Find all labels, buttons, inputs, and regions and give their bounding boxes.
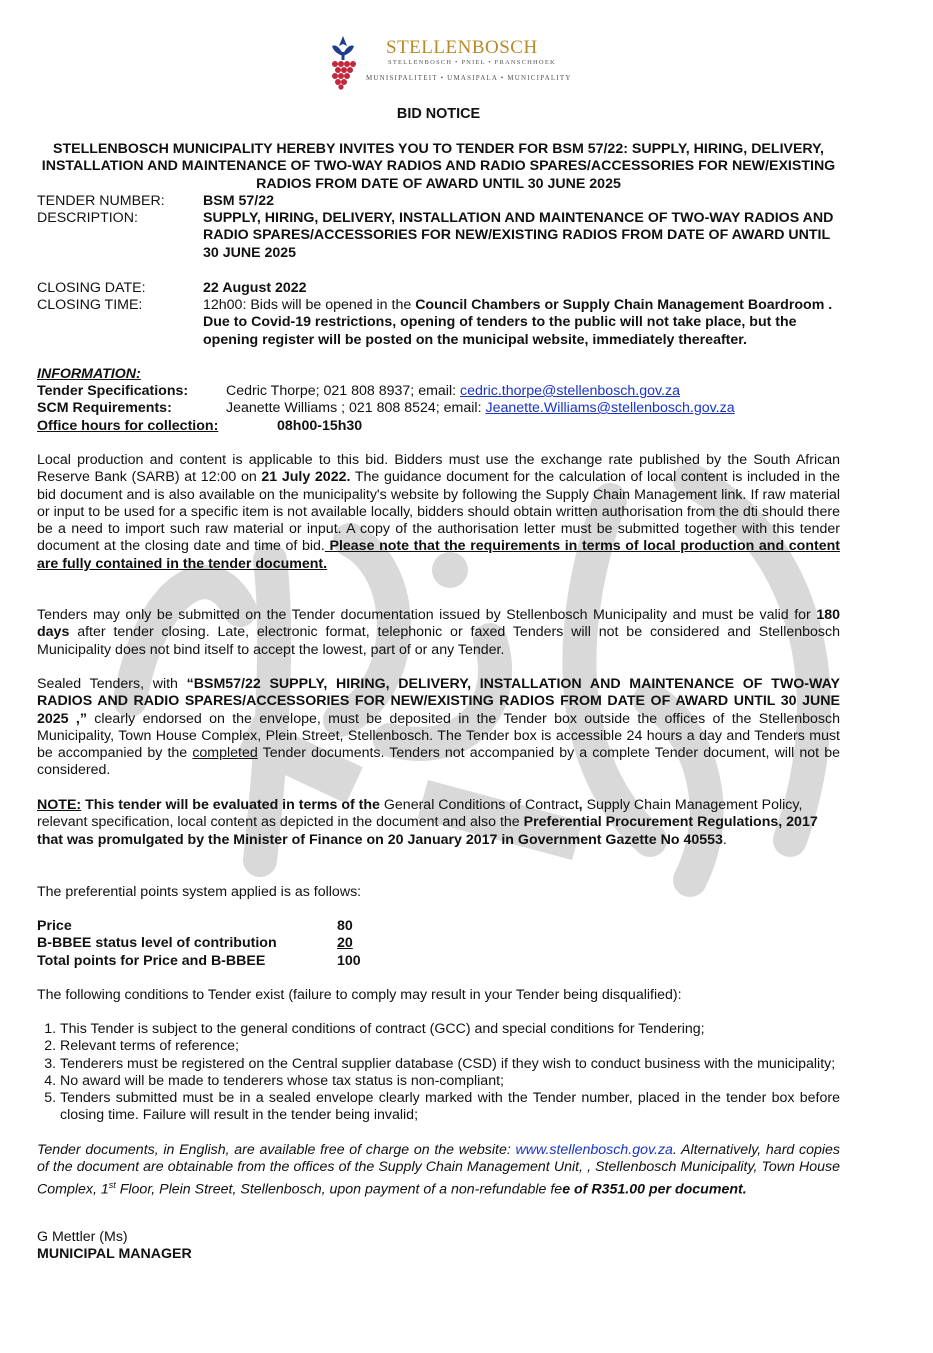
sealed-tender-title: “BSM57/22 SUPPLY, HIRING, DELIVERY, INSTALLATION AND MAINTENANCE OF TWO-WAY RADIOS AND RADIO SPARES/ACCESSORIES FOR NEW/EXISTING RADIOS FROM DATE OF AWARD UNTIL 30 JUNE 2025 ,”: [37, 676, 840, 727]
points-value: 80: [337, 918, 353, 934]
note-label: NOTE:: [37, 797, 82, 813]
description-value: SUPPLY, HIRING, DELIVERY, INSTALLATION AND MAINTENANCE OF TWO-WAY RADIOS AND RADIO SPARES/ACCESSORIES FOR NEW/EXISTING RADIOS FROM DATE OF AWARD UNTIL 30 JUNE 2025: [203, 210, 834, 261]
invitation-heading: STELLENBOSCH MUNICIPALITY HEREBY INVITES YOU TO TENDER FOR BSM 57/22: SUPPLY, HIRING, DELIVERY, INSTALLATION AND MAINTENANCE OF TWO-WAY RADIOS AND RADIO SPARES/ACCESSORIES FOR NEW/EXISTING RADIOS FROM DATE OF AWARD UNTIL 30 JUNE 2025: [41, 141, 836, 192]
spec-contact-text: Cedric Thorpe; 021 808 8937; email:: [226, 383, 460, 399]
completed-word: completed: [192, 745, 258, 762]
spec-email-link[interactable]: cedric.thorpe@stellenbosch.gov.za: [459, 383, 680, 399]
closing-time-label: CLOSING TIME:: [37, 297, 143, 313]
condition-item: 2. Relevant terms of reference;: [60, 1038, 840, 1055]
spec-contact: [226, 383, 680, 399]
submission-paragraph: [37, 607, 840, 659]
page-title: BID NOTICE: [396, 106, 481, 122]
scm-contact: [226, 400, 735, 416]
logo-name: STELLENBOSCH: [386, 37, 538, 58]
points-value: 20: [337, 935, 353, 951]
condition-item: 1. This Tender is subject to the general conditions of contract (GCC) and special conditions for Tendering;: [60, 1021, 840, 1038]
signatory-name: G Mettler (Ms): [37, 1229, 128, 1245]
condition-item: 5. Tenders submitted must be in a sealed envelope clearly marked with the Tender number, placed in the tender box before closing time. Failure will result in the tender being invalid;: [60, 1090, 840, 1125]
documents-text-2: . Alternatively, hard copies of the document are obtainable from the offices of the Supply Chain Management Unit, , Stellenbosch Municipality, Town House Complex, 1: [37, 1142, 841, 1198]
scm-label: SCM Requirements:: [37, 400, 172, 416]
note-regulations: Preferential Procurement Regulations, 2017 that was promulgated by the Minister of Finance on 20 January 2017 in Government Gazette No 40553: [37, 814, 818, 848]
office-hours-value: 08h00-15h30: [277, 418, 363, 434]
local-content-text-2: The guidance document for the calculation of local content is included in the bid document and is also available on the municipality's website by following the Supply Chain Management link. If raw material or input to be used for a specific item is not available locally, bidders should obtain written authorisation from the dti should there be a need to import such raw material or input. A copy of the authorisation letter must be submitted together with this tender document at the closing date and time of bid.: [37, 469, 840, 555]
sealed-text-1: Sealed Tenders, with: [37, 676, 187, 692]
points-value: 100: [337, 953, 361, 969]
documents-superscript: st: [108, 1179, 116, 1190]
municipality-logo: [326, 34, 586, 92]
closing-time-text: 12h00: Bids will be opened in the: [203, 297, 416, 313]
documents-paragraph: [37, 1142, 840, 1199]
conditions-intro: The following conditions to Tender exist (failure to comply may result in your Tender being disqualified):: [37, 987, 682, 1003]
closing-time-venue: Council Chambers or Supply Chain Management Boardroom . Due to Covid-19 restrictions, opening of tenders to the public will not take place, but the opening register will be posted on the municipal website, immediately thereafter.: [203, 297, 833, 348]
local-content-note: Please note that the requirements in terms of local production and content are fully contained in the tender document.: [37, 538, 840, 572]
note-text-1: This tender will be evaluated in terms of the: [81, 797, 380, 813]
note-end: .: [722, 831, 727, 848]
scm-email-link[interactable]: Jeanette.Williams@stellenbosch.gov.za: [485, 400, 735, 416]
note-comma: ,: [578, 797, 583, 813]
description-label: DESCRIPTION:: [37, 210, 138, 226]
exchange-rate-date: 21 July 2022.: [261, 469, 351, 486]
logo-tagline: MUNISIPALITEIT • UMASIPALA • MUNICIPALITY: [366, 74, 572, 82]
points-label: Price: [37, 918, 72, 934]
office-hours-label: Office hours for collection:: [37, 418, 219, 434]
closing-date-value: 22 August 2022: [203, 280, 307, 296]
points-intro: The preferential points system applied is as follows:: [37, 884, 362, 900]
documents-text-3: Floor, Plein Street, Stellenbosch, upon payment of a non-refundable fe: [115, 1181, 563, 1198]
local-content-text-1: Local production and content is applicable to this bid. Bidders must use the exchange rate published by the South African Reserve Bank (SARB) at 12:00 on: [37, 452, 840, 486]
signatory-title: MUNICIPAL MANAGER: [37, 1246, 192, 1262]
note-text-3: Supply Chain Management Policy, relevant specification, local content as depicted in the document and also the: [37, 797, 803, 831]
points-label: Total points for Price and B-BBEE: [37, 953, 266, 969]
logo-subtitle: STELLENBOSCH • PNIEL • FRANSCHHOEK: [388, 59, 556, 66]
document-fee: e of R351.00 per document.: [562, 1181, 747, 1198]
tender-number-label: TENDER NUMBER:: [37, 193, 165, 209]
submission-text-2: after tender closing. Late, electronic format, telephonic or faxed Tenders will not be considered and Stellenbosch Municipality does not bind itself to accept the lowest, part of or any Tender.: [37, 624, 840, 658]
tender-number-value: BSM 57/22: [203, 193, 274, 209]
validity-days: 180 days: [37, 607, 840, 641]
evaluation-note: [37, 797, 827, 849]
closing-time-value: [203, 297, 840, 349]
local-content-paragraph: [37, 452, 840, 573]
scm-contact-text: Jeanette Williams ; 021 808 8524; email:: [226, 400, 486, 416]
sealed-text-3: Tender documents. Tenders not accompanied by a complete Tender document, will not be considered.: [37, 745, 840, 779]
closing-date-label: CLOSING DATE:: [37, 280, 146, 296]
crest-icon: [326, 34, 360, 90]
note-text-2: General Conditions of Contract: [379, 797, 579, 813]
conditions-list: [37, 1021, 840, 1125]
condition-item: 4. No award will be made to tenderers whose tax status is non-compliant;: [60, 1073, 840, 1090]
points-label: B-BBEE status level of contribution: [37, 935, 277, 951]
sealed-tenders-paragraph: [37, 676, 840, 780]
submission-text-1: Tenders may only be submitted on the Tender documentation issued by Stellenbosch Municipality and must be valid for: [37, 607, 817, 623]
website-link[interactable]: www.stellenbosch.gov.za: [515, 1142, 673, 1158]
spec-label: Tender Specifications:: [37, 383, 189, 399]
documents-text-1: Tender documents, in English, are available free of charge on the website:: [37, 1142, 516, 1158]
sealed-text-2: clearly endorsed on the envelope, must be deposited in the Tender box outside the offices of the Stellenbosch Municipality, Town House Complex, Plein Street, Stellenbosch. The Tender box is accessible 24 hours a day and Tenders must be accompanied by the: [37, 710, 840, 762]
information-heading: INFORMATION:: [37, 366, 141, 382]
condition-item: 3. Tenderers must be registered on the Central supplier database (CSD) if they wish to conduct business with the municipality;: [60, 1056, 840, 1073]
